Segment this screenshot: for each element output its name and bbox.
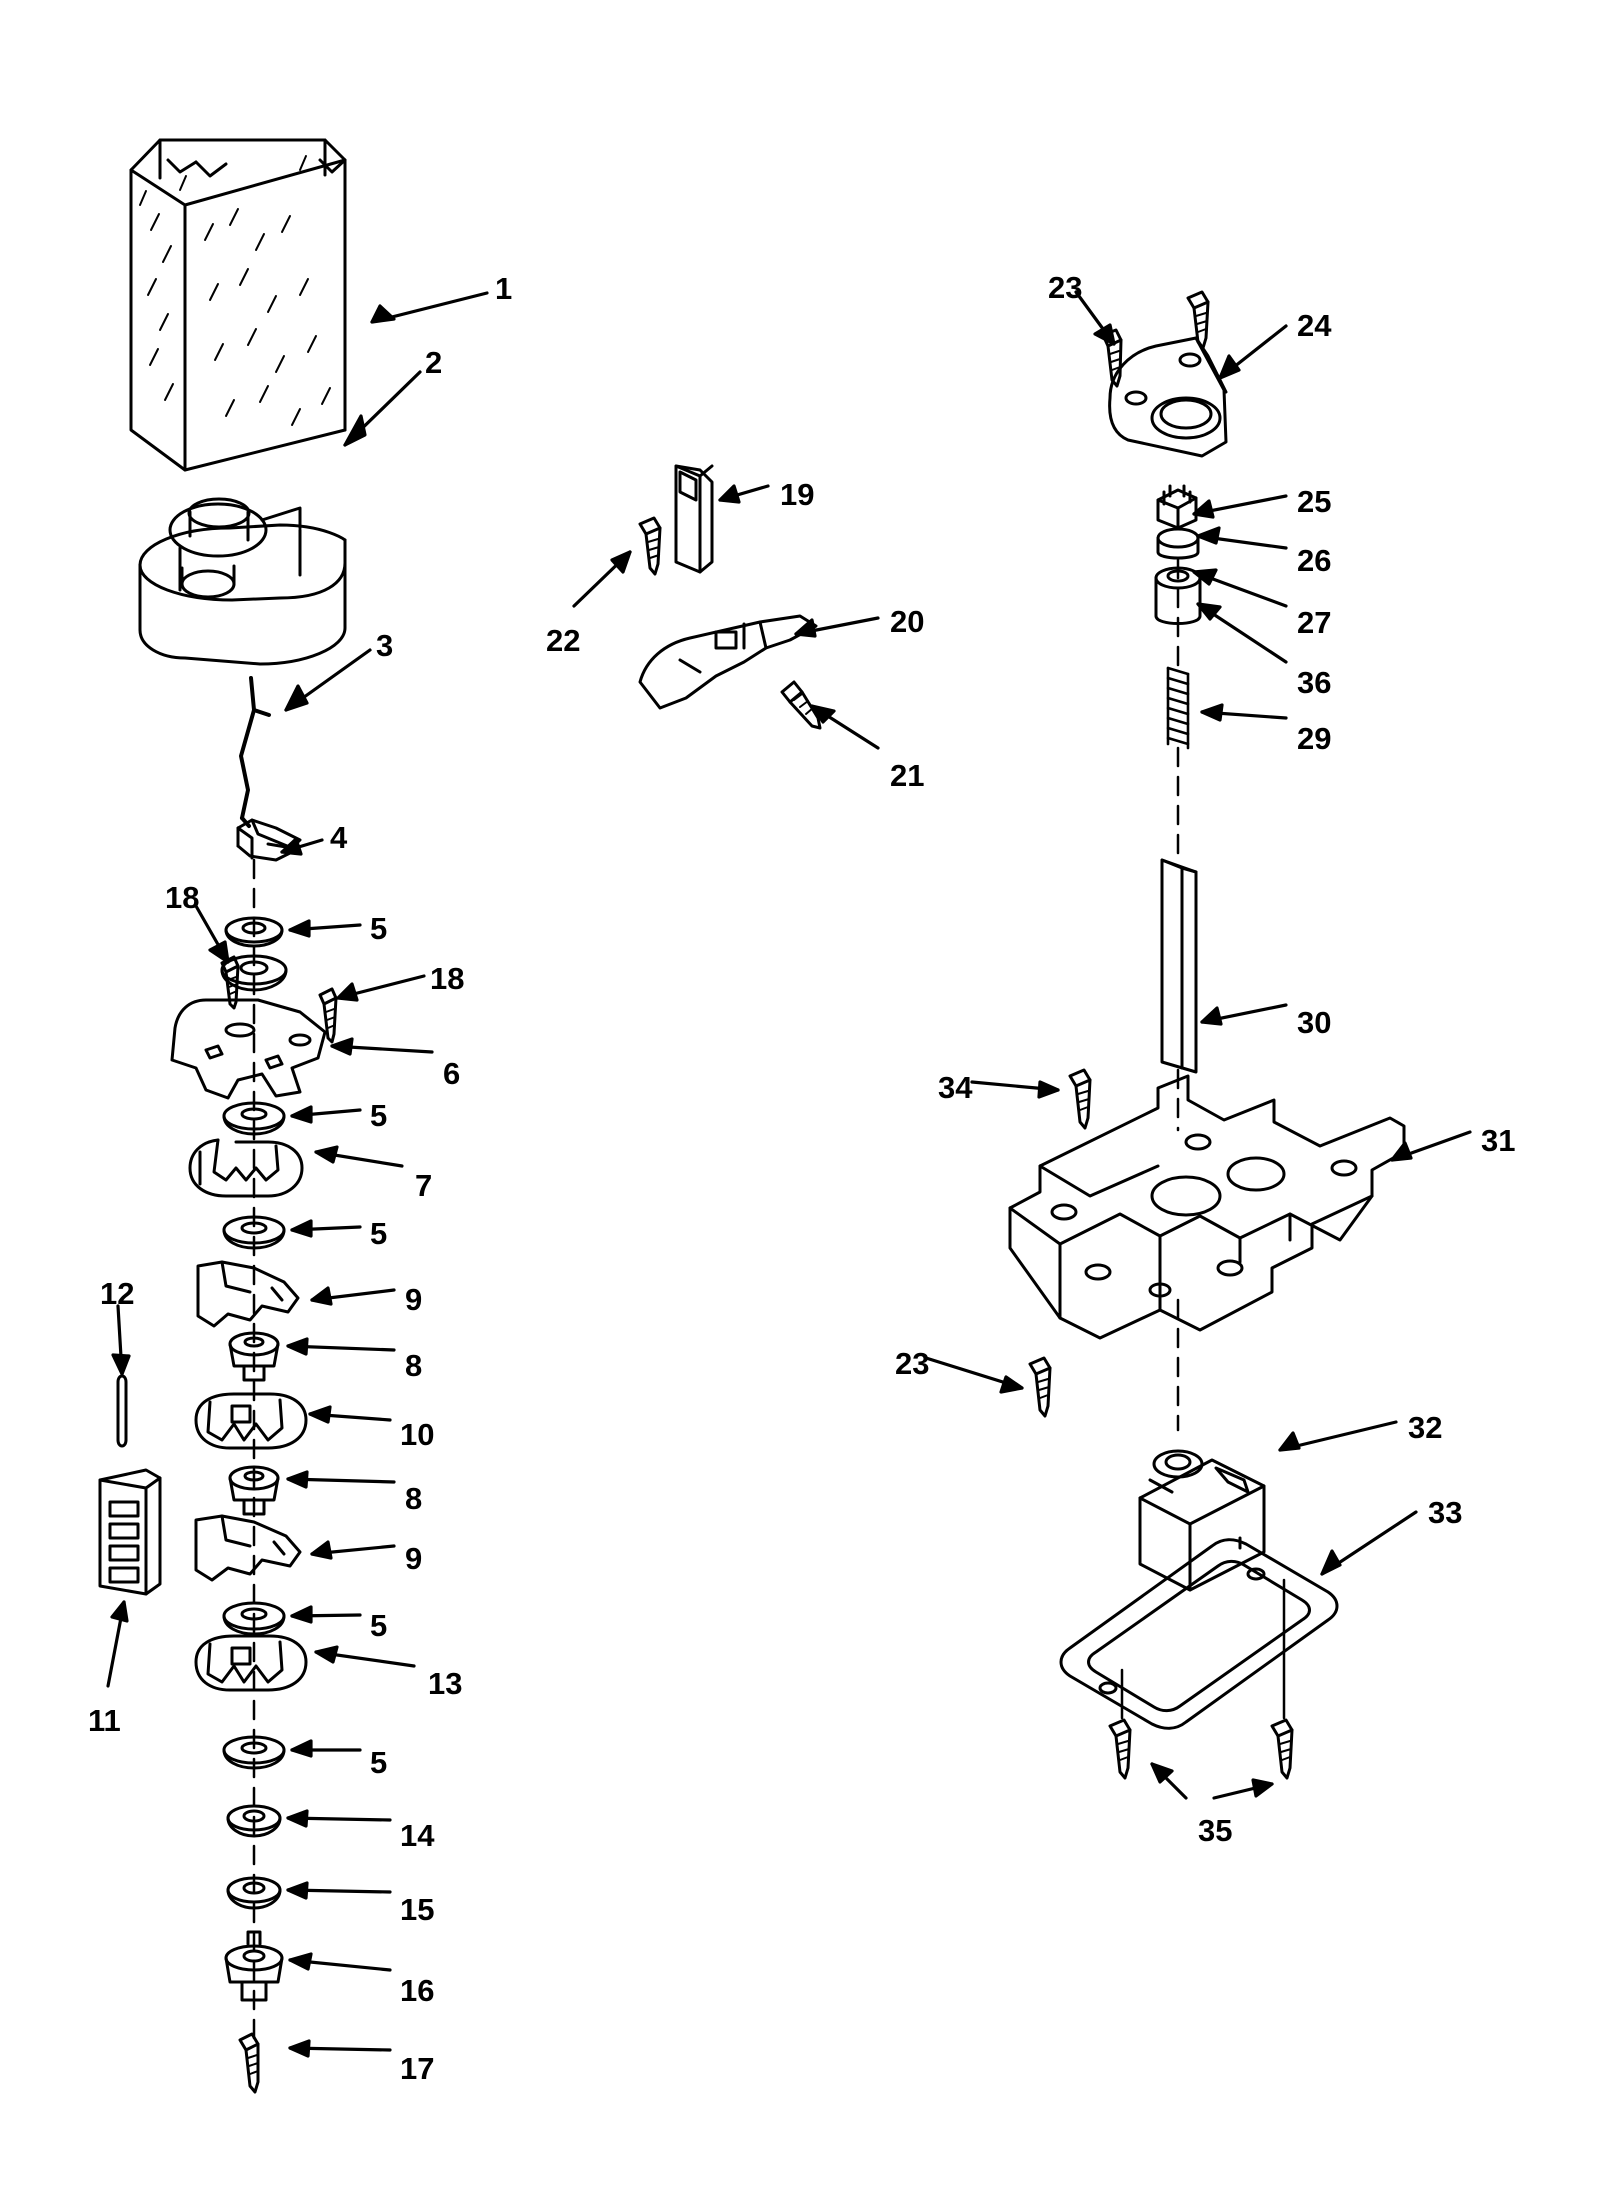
part-33-gasket-plate: [1061, 1538, 1337, 1728]
part-30-shaft: [1162, 860, 1196, 1072]
part-35-screw-b: [1272, 1720, 1292, 1778]
callout-13: 13: [428, 1666, 463, 1701]
part-20-stripper-arm: [640, 616, 816, 708]
callout-24: 24: [1297, 308, 1332, 343]
callout-5-a: 5: [370, 911, 388, 946]
callout-26: 26: [1297, 543, 1332, 578]
callout-23-a: 23: [1048, 270, 1083, 305]
callout-33: 33: [1428, 1495, 1463, 1530]
callout-22: 22: [546, 623, 581, 658]
callout-1: 1: [495, 271, 513, 306]
part-26-coupling-collar: [1158, 529, 1198, 558]
callout-18-a: 18: [165, 880, 200, 915]
callout-19: 19: [780, 477, 815, 512]
part-9-cam-a: [198, 1262, 298, 1326]
callout-10: 10: [400, 1417, 435, 1452]
part-5-washer-b: [224, 1103, 284, 1134]
part-23-screw-bottom: [1030, 1358, 1050, 1416]
part-5-washer-a: [226, 918, 282, 946]
callout-4: 4: [330, 820, 348, 855]
part-1-ice-container: [131, 140, 345, 470]
callout-23-b: 23: [895, 1346, 930, 1381]
callout-21: 21: [890, 758, 925, 793]
callout-5-b: 5: [370, 1098, 388, 1133]
part-10-cam: [196, 1394, 306, 1448]
callout-17: 17: [400, 2051, 435, 2086]
part-3-ejector-arm: [241, 678, 269, 826]
callout-16: 16: [400, 1973, 435, 2008]
callout-8-a: 8: [405, 1348, 423, 1383]
part-32-motor: [1140, 1451, 1264, 1590]
callout-3: 3: [376, 628, 394, 663]
callout-34: 34: [938, 1070, 973, 1105]
part-5-washer-e: [224, 1737, 284, 1768]
callout-30: 30: [1297, 1005, 1332, 1040]
part-18-screw-b: [320, 989, 336, 1042]
callout-32: 32: [1408, 1410, 1443, 1445]
part-34-screw: [1070, 1070, 1090, 1128]
callout-14: 14: [400, 1818, 435, 1853]
part-7-cam-lever: [190, 1140, 302, 1196]
callout-6: 6: [443, 1056, 461, 1091]
part-5-washer-a2: [222, 956, 286, 990]
callout-9-a: 9: [405, 1282, 423, 1317]
callout-5-c: 5: [370, 1216, 388, 1251]
callout-18-b: 18: [430, 961, 465, 996]
part-35-screw-a: [1110, 1720, 1130, 1778]
part-22-screw: [640, 518, 660, 574]
part-9-cam-b: [196, 1516, 300, 1580]
callout-25: 25: [1297, 484, 1332, 519]
part-25-coupling: [1158, 486, 1196, 528]
part-12-pin: [118, 1376, 126, 1446]
callout-15: 15: [400, 1892, 435, 1927]
part-15-washer: [228, 1878, 280, 1908]
part-2-motor-housing: [140, 499, 345, 664]
part-19-bracket: [676, 466, 712, 572]
callout-36: 36: [1297, 665, 1332, 700]
part-5-washer-d: [224, 1603, 284, 1634]
callout-20: 20: [890, 604, 925, 639]
part-6-support-bracket: [172, 1000, 325, 1098]
callout-9-b: 9: [405, 1541, 423, 1576]
callout-27: 27: [1297, 605, 1332, 640]
callout-35: 35: [1198, 1813, 1233, 1848]
callout-31: 31: [1481, 1123, 1516, 1158]
part-13-cam: [196, 1636, 306, 1690]
part-31-mounting-plate: [1010, 1076, 1404, 1338]
part-14-washer: [228, 1806, 280, 1836]
part-11-switch-block: [100, 1470, 160, 1594]
part-29-spring: [1168, 668, 1188, 748]
callout-12: 12: [100, 1276, 135, 1311]
callout-leader-lines: [108, 292, 1470, 2056]
callout-2: 2: [425, 345, 443, 380]
callout-8-b: 8: [405, 1481, 423, 1516]
callout-7: 7: [415, 1168, 433, 1203]
part-17-screw: [240, 2034, 258, 2092]
part-5-washer-c: [224, 1217, 284, 1248]
callout-5-d: 5: [370, 1608, 388, 1643]
callout-29: 29: [1297, 721, 1332, 756]
callout-5-e: 5: [370, 1745, 388, 1780]
part-24-mount-bracket: [1110, 338, 1226, 456]
callout-11: 11: [88, 1703, 121, 1738]
